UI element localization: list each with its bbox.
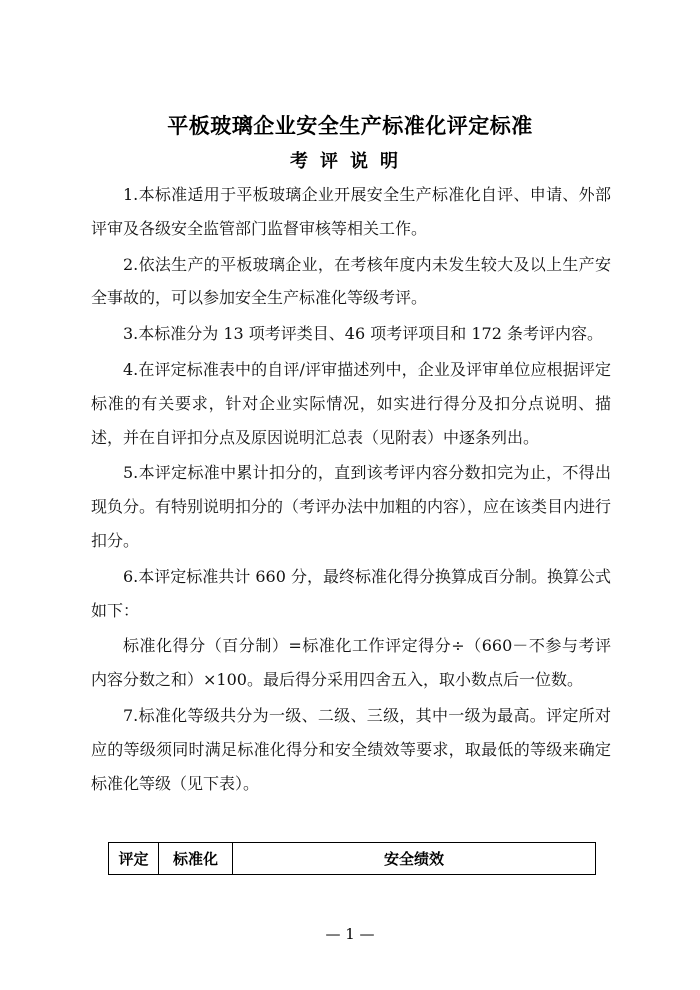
page-number: — 1 — [325,925,375,943]
paragraph-1: 1.本标准适用于平板玻璃企业开展安全生产标准化自评、申请、外部评审及各级安全监管部门监督审核等相关工作。 [91,185,611,238]
paragraph-4: 4.在评定标准表中的自评/评审描述列中，企业及评审单位应根据评定标准的有关要求，针对企业实际情况，如实进行得分及扣分点说明、描述，并在自评扣分点及原因说明汇总表（见附表）中逐条列出。 [91,359,611,447]
table-header-cell: 安全绩效 [233,843,596,875]
paragraph-5: 5.本评定标准中累计扣分的，直到该考评内容分数扣完为止，不得出现负分。有特别说明扣分的（考评办法中加粗的内容），应在该类目内进行扣分。 [91,463,612,550]
formula-paragraph: 标准化得分（百分制）=标准化工作评定得分÷（660－不参与考评内容分数之和）×100。最后得分采用四舍五入，取小数点后一位数。 [91,636,611,690]
paragraph-7: 7.标准化等级共分为一级、二级、三级，其中一级为最高。评定所对应的等级须同时满足标准化得分和安全绩效等要求，取最低的等级来确定标准化等级（见下表）。 [91,705,611,793]
paragraph-2: 2.依法生产的平板玻璃企业，在考核年度内未发生较大及以上生产安全事故的，可以参加安全生产标准化等级考评。 [91,254,611,308]
document-title: 平板玻璃企业安全生产标准化评定标准 [167,113,533,138]
document-body [91,178,611,800]
paragraph-3: 3.本标准分为 13 项考评类目、46 项考评项目和 172 条考评内容。 [123,324,603,344]
paragraph-6: 6.本评定标准共计 660 分，最终标准化得分换算成百分制。换算公式如下： [91,566,611,620]
document-subtitle: 考评说明 [290,151,410,172]
table-header-cell: 标准化 [159,843,233,875]
grade-table [108,842,596,875]
table-header-row [109,843,596,875]
table-header-cell: 评定 [109,843,159,875]
